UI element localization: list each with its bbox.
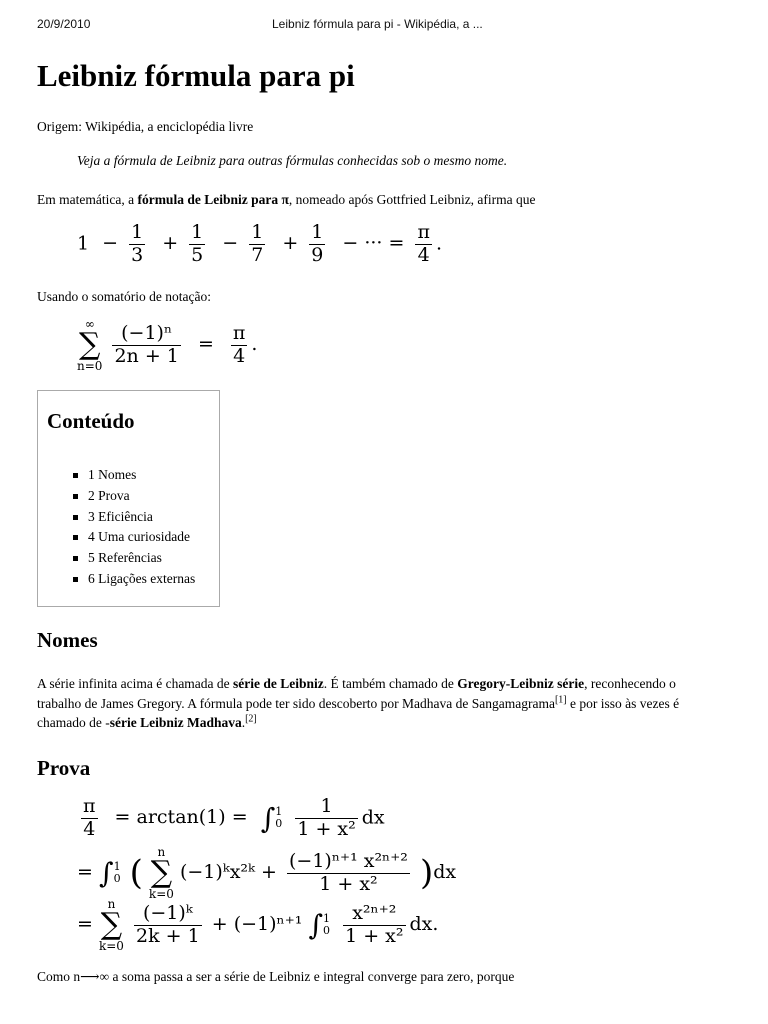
bullet-icon	[73, 556, 78, 561]
toc-title: Conteúdo	[47, 409, 135, 433]
proof-conclusion: Como n⟶∞ a soma passa a ser a série de Leibniz e integral converge para zero, porque	[37, 969, 515, 984]
bullet-icon	[73, 535, 78, 540]
page-title: Leibniz fórmula para pi	[37, 58, 355, 93]
print-date: 20/9/2010	[37, 17, 91, 31]
toc-item-curiosidade[interactable]: 4 Uma curiosidade	[68, 527, 195, 548]
summation-label: Usando o somatório de notação:	[37, 289, 211, 304]
toc-item-eficiencia[interactable]: 3 Eficiência	[68, 507, 195, 528]
reference-link[interactable]: [1]	[554, 694, 567, 705]
reference-link[interactable]: [2]	[245, 713, 257, 725]
fraction: $\frac{1}{5}$	[191, 221, 204, 266]
fraction: $\frac{\text{(−1)ⁿ}}{2n + 1}$	[114, 321, 179, 367]
bullet-icon	[73, 494, 78, 499]
toc-item-ligacoes[interactable]: 6 Ligações externas	[68, 569, 195, 590]
print-page-title: Leibniz fórmula para pi - Wikipédia, a ...	[272, 17, 483, 31]
fraction: $\frac{\pi}{4}$	[417, 221, 430, 266]
intro-bold-term: fórmula de Leibniz para π	[137, 192, 289, 207]
nomes-paragraph: A série infinita acima é chamada de série de Leibniz. É também chamado de Gregory-Leibniz série, reconhecendo o trabalho de James Gregory. A fórmula pode ter sido descoberto por Madhava de Sangamagrama[1] e por isso às vezes é chamado de -série Leibniz Madhava.[2]	[37, 676, 680, 730]
bullet-icon	[73, 515, 78, 520]
proof-line-2: = ∫1 0 ( n ∑ k=0 (−1)ᵏx²ᵏ + $\frac{\text{(−1)ⁿ⁺¹ x²ⁿ⁺²}}{\text{1 + x²}}$ )dx	[77, 845, 457, 901]
formula-summation: ∞ ∑ n=0 $\frac{\text{(−1)ⁿ}}{2n + 1}$ = $\frac{\pi}{4}$ .	[77, 317, 258, 373]
bullet-icon	[73, 577, 78, 582]
toc-item-prova[interactable]: 2 Prova	[68, 486, 195, 507]
fraction: $\frac{1}{7}$	[251, 221, 264, 266]
fraction: $\frac{\pi}{4}$	[232, 321, 246, 367]
intro-paragraph: Em matemática, a fórmula de Leibniz para π, nomeado após Gottfried Leibniz, afirma que	[37, 192, 536, 207]
bullet-icon	[73, 473, 78, 478]
section-heading-nomes: Nomes	[37, 628, 98, 652]
formula-leibniz-series: 1 − $\frac{1}{3}$ + $\frac{1}{5}$ − $\frac{1}{7}$ + $\frac{1}{9}$ − ··· = $\frac{\pi}{4}$ .	[77, 221, 442, 266]
fraction: $\frac{1}{9}$	[311, 221, 324, 266]
fraction: $\frac{1}{3}$	[131, 221, 144, 266]
proof-line-1: $\frac{\pi}{4}$ = arctan(1) = ∫1 0 $\frac{1}{\text{1 + x²}}$ dx	[83, 795, 385, 840]
toc-item-referencias[interactable]: 5 Referências	[68, 548, 195, 569]
origin-line: Origem: Wikipédia, a enciclopédia livre	[37, 119, 254, 134]
print-header	[0, 17, 768, 35]
section-heading-prova: Prova	[37, 756, 91, 780]
proof-line-3: = n ∑ k=0 $\frac{\text{(−1)ᵏ}}{2k + 1}$ + (−1)ⁿ⁺¹ ∫1 0 $\frac{\text{x²ⁿ⁺²}}{\text{1 + x²}}$ dx.	[77, 897, 439, 953]
toc-list	[68, 465, 195, 590]
sigma-symbol: ∞ ∑ n=0	[77, 317, 103, 373]
table-of-contents	[37, 390, 220, 607]
hatnote: Veja a fórmula de Leibniz para outras fórmulas conhecidas sob o mesmo nome.	[77, 153, 508, 168]
toc-item-nomes[interactable]: 1 Nomes	[68, 465, 195, 486]
